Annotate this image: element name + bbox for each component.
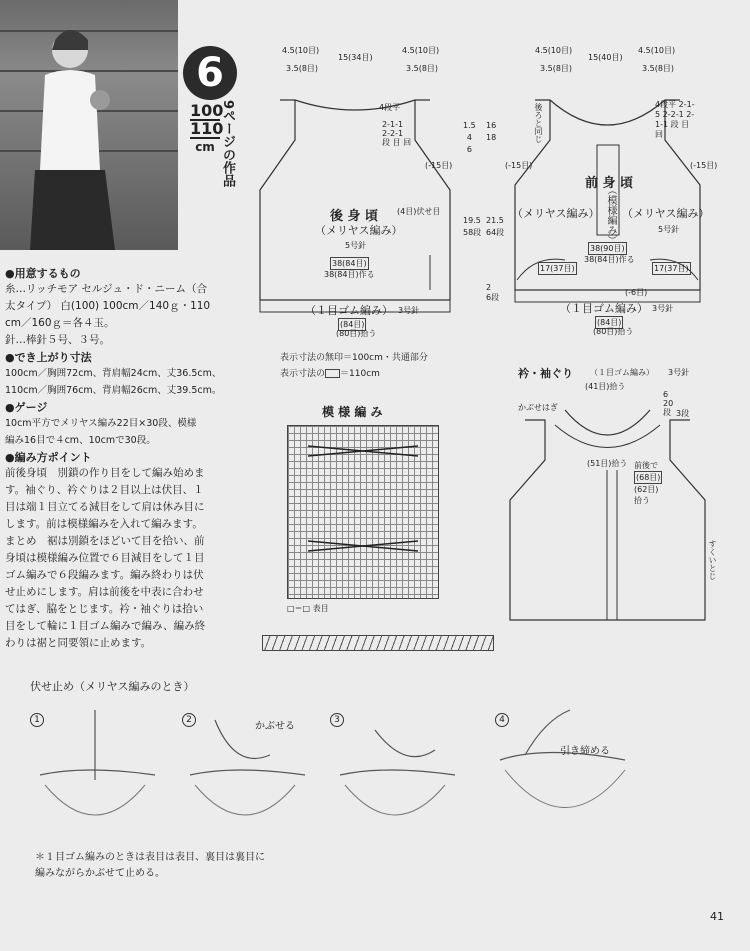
front-under-left: 3.5(8目) <box>540 64 573 73</box>
back-neck-rows: 4段平 <box>379 103 401 112</box>
front-count-4: 17(37目) <box>654 264 689 273</box>
front-stitch-right: （メリヤス編み） <box>622 207 710 220</box>
height-lower-right: 21.5 64段 <box>486 216 505 237</box>
height-lower-left: 19.5 58段 <box>463 216 482 237</box>
back-body-stitch: （メリヤス編み） <box>315 224 403 237</box>
step-2: 2 <box>182 707 196 727</box>
front-bottom-1: (84目) <box>597 318 622 327</box>
finished-heading: ●でき上がり寸法 <box>5 351 92 364</box>
step-4-label: 引き締める <box>560 746 610 757</box>
page-reference: 9ページの作品 <box>220 100 235 188</box>
front-stitch-left: （メリヤス編み） <box>512 207 600 220</box>
collar-needle: 3号針 <box>668 368 690 377</box>
collar-rows2: 3段 <box>676 409 690 418</box>
front-minus-6: (-6目) <box>625 288 648 297</box>
bindoff-note: ＊１目ゴム編みのときは表目は表目、裏目は裏目に 編みながらかぶせて止める。 <box>35 852 265 879</box>
front-rib-needle: 3号針 <box>652 304 674 313</box>
front-top-mid: 15(40目) <box>588 53 623 62</box>
pattern-strip <box>262 635 494 651</box>
front-top-left: 4.5(10目) <box>535 46 573 55</box>
bindoff-title: 伏せ止め（メリヤス編みのとき） <box>30 680 195 693</box>
back-bottom-1: (84目) <box>340 320 365 329</box>
back-body-title: 後 身 頃 <box>330 209 379 224</box>
materials-heading: ●用意するもの <box>5 267 81 280</box>
girl-figure <box>30 20 120 250</box>
collar-diagram <box>495 380 735 640</box>
instructions-column <box>5 265 241 652</box>
collar-cover: かぶせはぎ <box>518 403 558 412</box>
back-top-mid: 15(34目) <box>338 53 373 62</box>
size-note: 表示寸法の無印＝100cm・共通部分 表示寸法の ＝110cm <box>280 353 428 379</box>
back-body-diagram <box>250 40 500 340</box>
back-top-right: 4.5(10目) <box>402 46 440 55</box>
collar-bottom-count: (51目)拾う <box>587 459 628 468</box>
height-right-col: 16 18 <box>486 121 497 142</box>
collar-pick: 前後で (68目) (62目) 拾う <box>634 461 661 505</box>
gauge-heading: ●ゲージ <box>5 401 48 414</box>
back-neck-side: (-15目) <box>425 161 453 170</box>
collar-rows: 6 20 段 <box>663 390 674 417</box>
front-body-title: 前 身 頃 <box>585 176 634 191</box>
height-left-col: 1.5 4 6 <box>463 121 476 154</box>
step-4: 4 <box>495 707 509 727</box>
pattern-legend: □＝□ 表目 <box>287 604 329 613</box>
collar-title: 衿・袖ぐり <box>518 367 573 380</box>
step-1: 1 <box>30 707 44 727</box>
front-bottom-2: (80目)拾う <box>593 327 634 336</box>
back-under-left: 3.5(8目) <box>286 64 319 73</box>
front-count-3: 17(37目) <box>540 264 575 273</box>
front-count-2: 38(84目)作る <box>584 255 635 264</box>
finished-text: 100cm／胸囲72cm、背肩幅24cm、丈36.5cm、 110cm／胸囲76cm、背肩幅26cm、丈39.5cm。 <box>5 368 222 396</box>
pattern-title: 模 様 編 み <box>322 405 383 419</box>
step-3: 3 <box>330 707 344 727</box>
front-count-1: 38(90目) <box>590 244 625 253</box>
points-text: 前後身頃 別鎖の作り目をして編み始めま す。袖ぐり、衿ぐりは２目以上は伏目、１ 目は端１目立てる減目をして肩は休み目に します。前は模様編みを入れて編みます。 まとめ 裾は別鎖をほどいて目を拾い、前 身頃は模様編み位置で６目減目をして１目 ゴム編みで６段編みます。編み終わりは伏 せ止めにします。肩は前後を中表に合わせ てはぎ、脇をとじます。衿・袖ぐりは拾い 目をして輪に１目ゴム編みで編み、編み終 わりは裾と同要領に止めます。 <box>5 467 206 649</box>
back-under-right: 3.5(8目) <box>406 64 439 73</box>
front-stitch-mid: （模様編み） <box>605 185 616 245</box>
page-number: 41 <box>710 910 724 923</box>
step-2-label: かぶせる <box>255 721 295 732</box>
front-rows-list: 4段平 2-1-5 2-2-1 2-1-1 段 目 回 <box>655 100 695 139</box>
front-side-left: (-15目) <box>505 161 533 170</box>
child-photo <box>0 0 178 250</box>
back-dec-rows: 2-1-1 2-2-1 段 目 回 <box>382 120 412 147</box>
pattern-chart-grid <box>287 425 439 599</box>
pattern-number-badge: 6 <box>183 46 237 100</box>
collar-stitch: （１目ゴム編み） <box>590 368 654 377</box>
back-count-2: 38(84目)作る <box>324 270 375 279</box>
size-labels: 100 110 cm <box>190 101 224 154</box>
front-rib: （１目ゴム編み） <box>560 302 648 315</box>
back-rib-needle: 3号針 <box>398 306 420 315</box>
front-top-right: 4.5(10目) <box>638 46 676 55</box>
back-body-needle: 5号針 <box>345 241 367 250</box>
front-back-note: 後ろと同じ <box>534 103 543 143</box>
materials-text: 糸…リッチモア セルジュ・ド・ニーム（合 太タイプ） 白(100) 100cm／140ｇ・110 cm／160ｇ＝各４玉。 針…棒針５号、３号。 <box>5 283 211 346</box>
back-rows-neck: (4目)伏せ目 <box>397 207 441 216</box>
collar-top-count: (41目)拾う <box>585 382 626 391</box>
height-rib: 2 6段 <box>486 283 500 302</box>
back-top-left: 4.5(10目) <box>282 46 320 55</box>
collar-side: すくいとじ <box>708 540 717 580</box>
back-rib: （１目ゴム編み） <box>305 304 393 317</box>
back-bottom-2: (80目)拾う <box>336 329 377 338</box>
front-side-right: (-15目) <box>690 161 718 170</box>
front-under-right: 3.5(8目) <box>642 64 675 73</box>
back-count-1: 38(84目) <box>332 259 367 268</box>
front-needle: 5号針 <box>658 225 680 234</box>
pattern-cable-marks <box>288 426 438 598</box>
gauge-text: 10cm平方でメリヤス編み22目×30段、模様 編み16目で４cm、10cmで30段。 <box>5 418 197 446</box>
points-heading: ●編み方ポイント <box>5 451 92 464</box>
